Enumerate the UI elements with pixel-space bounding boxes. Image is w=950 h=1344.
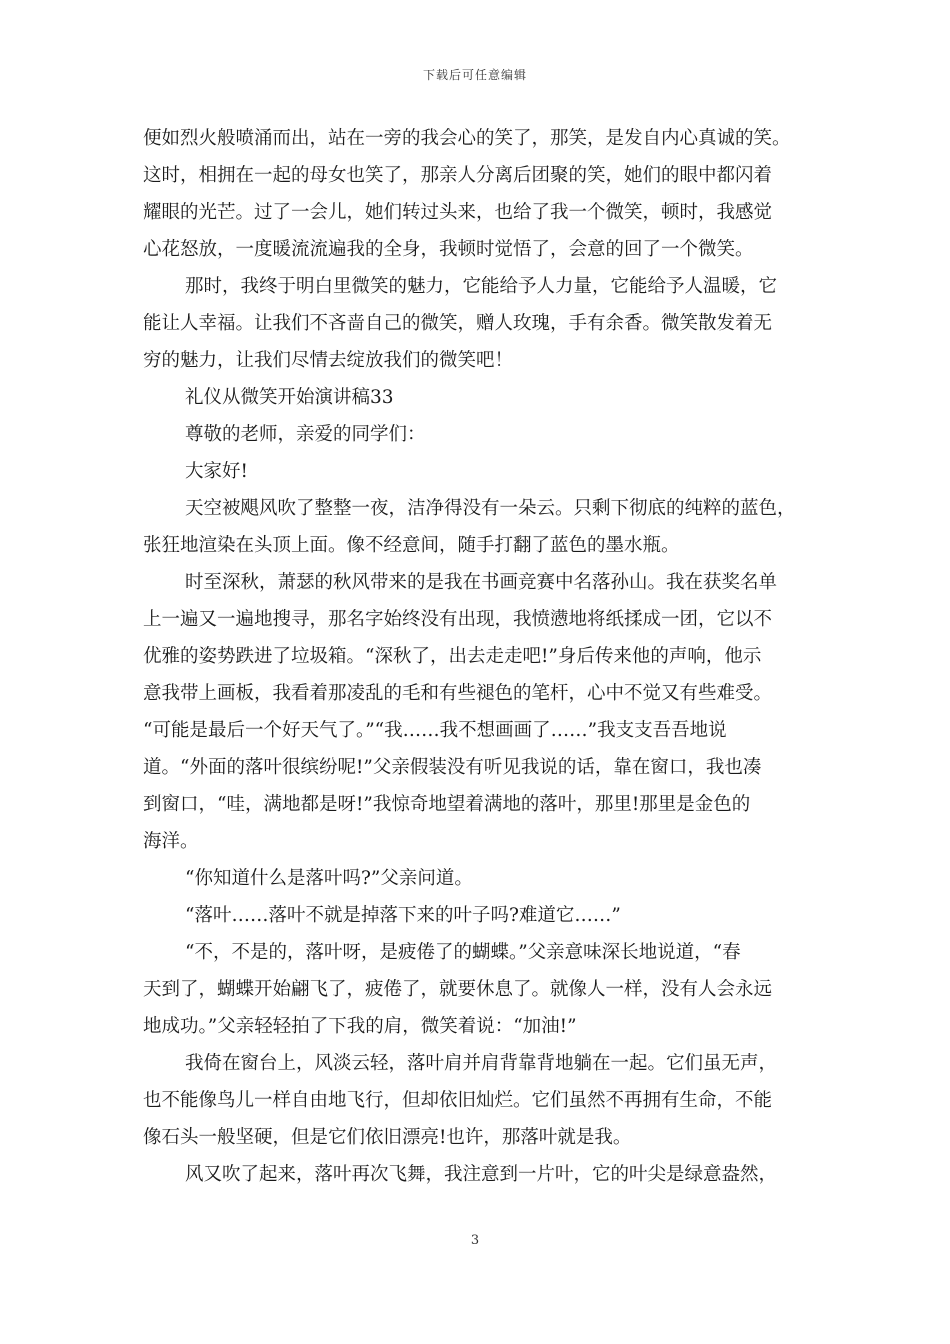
paragraph-first-line: “落叶……落叶不就是掉落下来的叶子吗?难道它……” [185, 905, 621, 926]
text-line: 海洋。 [143, 831, 199, 852]
text-line: 心花怒放，一度暖流流遍我的全身，我顿时觉悟了，会意的回了一个微笑。 [143, 239, 754, 260]
text-line: 穷的魅力，让我们尽情去绽放我们的微笑吧！ [143, 350, 514, 371]
text-line: 地成功。”父亲轻轻拍了下我的肩，微笑着说：“加油!” [143, 1016, 577, 1037]
text-line: 耀眼的光芒。过了一会儿，她们转过头来，也给了我一个微笑，顿时，我感觉 [143, 202, 773, 223]
text-line: 这时，相拥在一起的母女也笑了，那亲人分离后团聚的笑，她们的眼中都闪着 [143, 165, 773, 186]
paragraph-first-line: 天空被飓风吹了整整一夜，洁净得没有一朵云。只剩下彻底的纯粹的蓝色， [185, 498, 796, 519]
paragraph-first-line: 风又吹了起来，落叶再次飞舞，我注意到一片叶，它的叶尖是绿意盎然， [185, 1164, 778, 1185]
document-body [143, 120, 813, 1193]
text-line: 能让人幸福。让我们不吝啬自己的微笑，赠人玫瑰，手有余香。微笑散发着无 [143, 313, 773, 334]
text-line: 意我带上画板，我看着那凌乱的毛和有些褪色的笔杆，心中不觉又有些难受。 [143, 683, 773, 704]
text-line: 也不能像鸟儿一样自由地飞行，但却依旧灿烂。它们虽然不再拥有生命，不能 [143, 1090, 773, 1111]
paragraph-first-line: 我倚在窗台上，风淡云轻，落叶肩并肩背靠背地躺在一起。它们虽无声， [185, 1053, 778, 1074]
text-line: 像石头一般坚硬，但是它们依旧漂亮!也许，那落叶就是我。 [143, 1127, 632, 1148]
text-line: 优雅的姿势跌进了垃圾箱。“深秋了，出去走走吧!”身后传来他的声响，他示 [143, 646, 762, 667]
text-line: 张狂地渲染在头顶上面。像不经意间，随手打翻了蓝色的墨水瓶。 [143, 535, 680, 556]
text-line: 便如烈火般喷涌而出，站在一旁的我会心的笑了，那笑，是发自内心真诚的笑。 [143, 128, 791, 149]
page-header: 下载后可任意编辑 [422, 68, 527, 82]
paragraph-first-line: 时至深秋，萧瑟的秋风带来的是我在书画竞赛中名落孙山。我在获奖名单 [185, 572, 778, 593]
text-line: 上一遍又一遍地搜寻，那名字始终没有出现，我愤懑地将纸揉成一团，它以不 [143, 609, 773, 630]
text-line: 道。“外面的落叶很缤纷呢!”父亲假装没有听见我说的话，靠在窗口，我也凑 [143, 757, 762, 778]
page-number: 3 [470, 1233, 480, 1248]
paragraph-first-line: “不，不是的，落叶呀，是疲倦了的蝴蝶。”父亲意味深长地说道，“春 [185, 942, 741, 963]
text-line: “可能是最后一个好天气了。”“我……我不想画画了……”我支支吾吾地说 [143, 720, 727, 741]
paragraph-first-line: “你知道什么是落叶吗?”父亲问道。 [185, 868, 473, 889]
text-line: 到窗口，“哇，满地都是呀!”我惊奇地望着满地的落叶，那里!那里是金色的 [143, 794, 751, 815]
paragraph-first-line: 那时，我终于明白里微笑的魅力，它能给予人力量，它能给予人温暖，它 [185, 276, 778, 297]
speech-title: 礼仪从微笑开始演讲稿33 [185, 387, 394, 408]
salutation: 尊敬的老师，亲爱的同学们： [185, 424, 426, 445]
text-line: 天到了，蝴蝶开始翩飞了，疲倦了，就要休息了。就像人一样，没有人会永远 [143, 979, 773, 1000]
greeting: 大家好! [185, 461, 248, 482]
